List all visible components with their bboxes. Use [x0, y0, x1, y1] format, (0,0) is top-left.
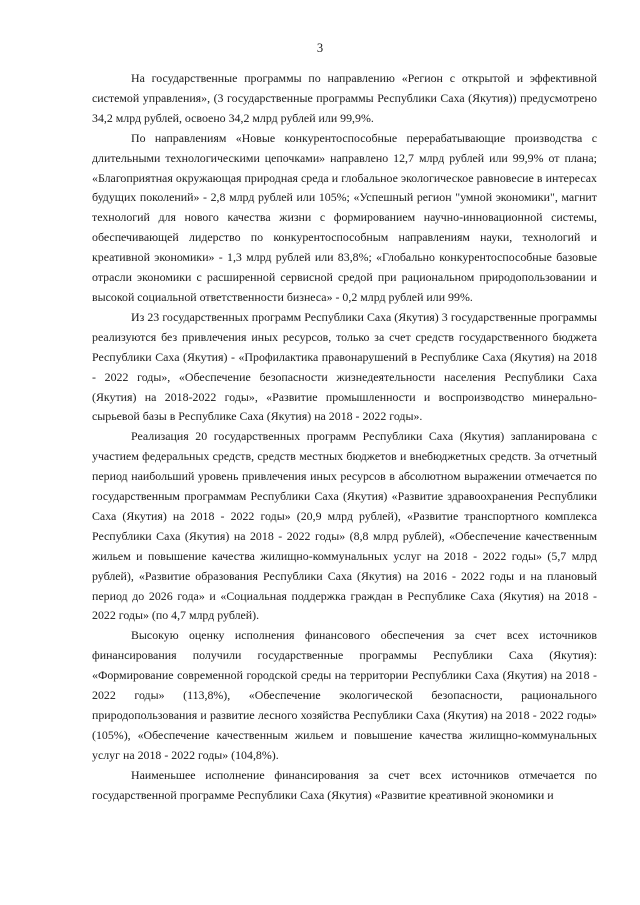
paragraph: Высокую оценку исполнения финансового обеспечения за счет всех источников финансирования получили государственные программы Республики Саха (Якутия): «Формирование современной городской среды на территории Республики Саха (Якутия) на 2018 - 2022 годы» (113,8%), «Обеспечение экологической безопасности, рационального природопользования и развитие лесного хозяйства Республики Саха (Якутия) на 2018 - 2022 годы» (105%), «Обеспечение качественным жильем и повышение качества жилищно-коммунальных услуг на 2018 - 2022 годы» (104,8%).: [92, 628, 597, 762]
paragraph: Реализация 20 государственных программ Республики Саха (Якутия) запланирована с участием федеральных средств, средств местных бюджетов и внебюджетных средств. За отчетный период наибольший уровень привлечения иных ресурсов в абсолютном выражении отмечается по государственным программам Республики Саха (Якутия) «Развитие здравоохранения Республики Саха (Якутия) на 2018 - 2022 годы» (20,9 млрд рублей), «Развитие транспортного комплекса Республики Саха (Якутия) на 2018 - 2022 годы» (8,8 млрд рублей), «Обеспечение качественным жильем и повышение качества жилищно-коммунальных услуг на 2018 - 2022 годы» (5,7 млрд рублей), «Развитие образования Республики Саха (Якутия) на 2016 - 2022 годы и на плановый период до 2026 года» и «Социальная поддержка граждан в Республике Саха (Якутия) на 2018 - 2022 годы» (по 4,7 млрд рублей).: [92, 429, 597, 623]
paragraph: На государственные программы по направлению «Регион с открытой и эффективной системой управления», (3 государственные программы Республики Саха (Якутия)) предусмотрено 34,2 млрд рублей, освоено 34,2 млрд рублей или 99,9%.: [92, 71, 597, 125]
page-number: 3: [316, 41, 324, 55]
paragraph: Наименьшее исполнение финансирования за счет всех источников отмечается по государственной программе Республики Саха (Якутия) «Развитие креативной экономики и: [92, 767, 597, 802]
paragraph: По направлениям «Новые конкурентоспособные перерабатывающие производства с длительными технологическими цепочками» направлено 12,7 млрд рублей или 99,9% от плана; «Благоприятная окружающая природная среда и глобальное экологическое равновесие в интересах будущих поколений» - 2,8 млрд рублей или 105%; «Успешный регион "умной экономики", магнит технологий для нового качества жизни с формированием научно-инновационной системы, обеспечивающей лидерство по конкурентоспособным направлениям науки, технологий и креативной экономики» - 1,3 млрд рублей или 83,8%; «Глобально конкурентоспособные базовые отрасли экономики с расширенной сервисной средой при рациональном природопользовании и высокой социальной ответственности бизнеса» - 0,2 млрд рублей или 99%.: [92, 130, 597, 304]
document-body: [92, 69, 597, 806]
paragraph: Из 23 государственных программ Республики Саха (Якутия) 3 государственные программы реализуются без привлечения иных ресурсов, только за счет средств государственного бюджета Республики Саха (Якутия) - «Профилактика правонарушений в Республике Саха (Якутия) на 2018 - 2022 годы», «Обеспечение безопасности жизнедеятельности населения Республики Саха (Якутия) на 2018-2022 годы», «Развитие промышленности и воспроизводство минерально-сырьевой базы в Республике Саха (Якутия) на 2018 - 2022 годы».: [92, 309, 597, 424]
